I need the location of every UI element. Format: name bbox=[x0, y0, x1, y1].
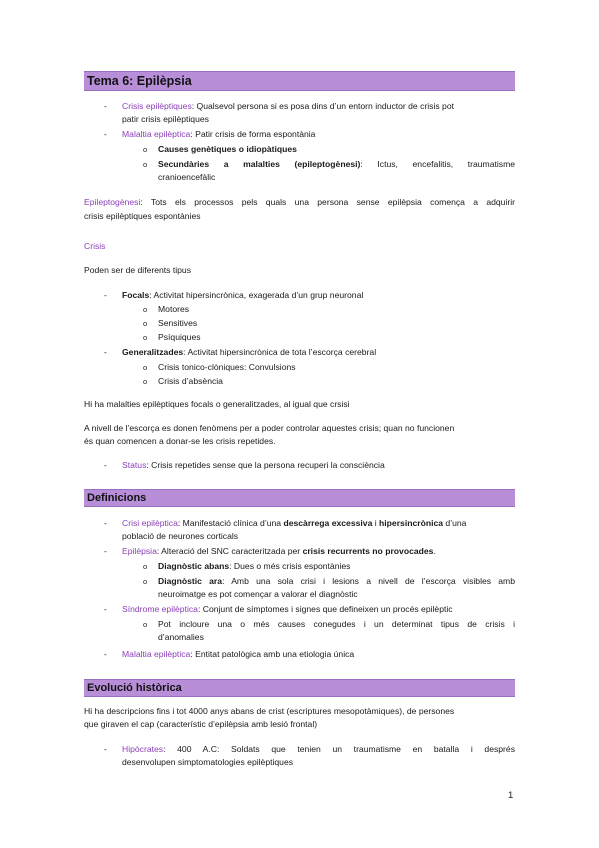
focals-item bbox=[122, 289, 363, 302]
dash-marker: - bbox=[104, 129, 107, 139]
term-emphasis: crisis recurrents no provocades bbox=[302, 546, 434, 556]
generalitzades-subitem: Crisis d’absència bbox=[158, 376, 223, 386]
term-text: : Crisis repetides sense que la persona recuperi la consciència bbox=[146, 460, 385, 470]
bullet-marker: o bbox=[143, 377, 148, 386]
crisi-epileptica-def bbox=[122, 517, 515, 530]
section-heading-text: Evolució històrica bbox=[87, 682, 182, 694]
term-text: : Conjunt de símptomes i signes que defineixen un procés epilèptic bbox=[197, 604, 453, 614]
dash-marker: - bbox=[104, 546, 107, 556]
term-label: Crisis epilèptiques bbox=[122, 101, 192, 111]
definicions-heading bbox=[84, 489, 515, 507]
bullet-marker: o bbox=[143, 577, 148, 586]
crisi-epileptica-cont: població de neurones corticals bbox=[122, 531, 239, 541]
causes-geneticas-item: Causes genètiques o idiopàtiques bbox=[158, 144, 297, 154]
term-text: : Entitat patològica amb una etiologia única bbox=[190, 649, 355, 659]
dash-marker: - bbox=[104, 460, 107, 470]
dash-marker: - bbox=[104, 101, 107, 111]
section-heading-text: Definicions bbox=[87, 492, 147, 504]
term-text: . bbox=[433, 546, 436, 556]
bullet-marker: o bbox=[143, 145, 148, 154]
dash-marker: - bbox=[104, 518, 107, 528]
bullet-marker: o bbox=[143, 562, 148, 571]
crisis-paragraph-2-cont: és quan comencen a donar-se les crisis repetides. bbox=[84, 436, 276, 446]
crisis-heading: Crisis bbox=[84, 241, 106, 251]
diagnostic-ara-item bbox=[158, 575, 515, 588]
page-title bbox=[84, 71, 515, 91]
dash-marker: - bbox=[104, 347, 107, 357]
dash-marker: - bbox=[104, 649, 107, 659]
term-label: Secundàries a malalties (epileptogènesi) bbox=[158, 159, 361, 169]
page-title-text: Tema 6: Epilèpsia bbox=[87, 74, 192, 88]
diagnostic-ara-cont: neuroimatge es pot començar a valorar el diagnòstic bbox=[158, 589, 358, 599]
dash-marker: - bbox=[104, 604, 107, 614]
epileptogenesi-paragraph bbox=[84, 196, 515, 209]
epilepsia-def bbox=[122, 545, 436, 558]
term-label: Hipòcrates bbox=[122, 744, 164, 754]
term-emphasis: descàrrega excessiva bbox=[283, 518, 373, 528]
crisis-paragraph-1: Hi ha malalties epilèptiques focals o generalitzades, al igual que crsisi bbox=[84, 399, 350, 409]
malaltia-epileptica-item bbox=[122, 128, 315, 141]
secundaries-cont: cranioencefàlic bbox=[158, 172, 216, 182]
term-text: : Activitat hipersincrònica de tota l’escorça cerebral bbox=[183, 347, 377, 357]
term-label: Epileptogènesi bbox=[84, 197, 141, 207]
term-emphasis: hipersincrònica bbox=[379, 518, 444, 528]
term-label: Status bbox=[122, 460, 147, 470]
term-text: : Dues o més crisis espontànies bbox=[229, 561, 351, 571]
crisis-epileptiques-item bbox=[122, 100, 515, 113]
bullet-marker: o bbox=[143, 319, 148, 328]
term-label: Diagnòstic abans bbox=[158, 561, 230, 571]
term-label: Crisi epilèptica bbox=[122, 518, 178, 528]
crisis-epileptiques-cont: patir crisis epilèptiques bbox=[122, 114, 209, 124]
hipocrates-item bbox=[122, 743, 515, 756]
term-text: : Activitat hipersincrònica, exagerada d’un grup neuronal bbox=[149, 290, 364, 300]
hipocrates-cont: desenvolupen simptomatologies epilèptiques bbox=[122, 757, 294, 767]
dash-marker: - bbox=[104, 744, 107, 754]
sindrome-epileptica-def bbox=[122, 603, 453, 616]
focals-subitem: Psíquiques bbox=[158, 332, 201, 342]
focals-subitem: Sensitives bbox=[158, 318, 198, 328]
term-text: : Patir crisis de forma espontània bbox=[190, 129, 316, 139]
bullet-marker: o bbox=[143, 620, 148, 629]
crisis-paragraph-2: A nivell de l’escorça es donen fenòmens per a poder controlar aquestes crisis; quan no funcionen bbox=[84, 423, 455, 433]
term-label: Malaltia epilèptica bbox=[122, 129, 191, 139]
term-text: : 400 A.C: Soldats que tenien un traumatisme en batalla i després bbox=[163, 744, 515, 754]
term-label: Focals bbox=[122, 290, 150, 300]
bullet-marker: o bbox=[143, 363, 148, 372]
term-text: : Ictus, encefalitis, traumatisme bbox=[360, 159, 516, 169]
evolucio-paragraph-cont: que giraven el cap (característic d’epilèpsia amb lesió frontal) bbox=[84, 719, 318, 729]
epileptogenesi-cont: crisis epilèptiques espontànies bbox=[84, 211, 201, 221]
term-text: : Amb una sola crisi i lesions a nivell de l’escorça visibles amb bbox=[222, 576, 515, 586]
page-number: 1 bbox=[508, 790, 514, 801]
bullet-marker: o bbox=[143, 305, 148, 314]
focals-subitem: Motores bbox=[158, 304, 190, 314]
term-text: d’una bbox=[443, 518, 467, 528]
term-text: : Alteració del SNC caracteritzada per bbox=[156, 546, 303, 556]
crisis-intro: Poden ser de diferents tipus bbox=[84, 265, 192, 275]
term-label: Malaltia epilèptica bbox=[122, 649, 191, 659]
term-text: i bbox=[372, 518, 380, 528]
dash-marker: - bbox=[104, 290, 107, 300]
sindrome-subitem: Pot incloure una o més causes conegudes i un determinat tipus de crisis i bbox=[158, 619, 515, 629]
term-text: : Manifestació clínica d’una bbox=[177, 518, 284, 528]
malaltia-epileptica-def bbox=[122, 648, 354, 661]
generalitzades-subitem: Crisis tonico-clòniques: Convulsions bbox=[158, 362, 296, 372]
generalitzades-item bbox=[122, 346, 376, 359]
term-label: Síndrome epilèptica bbox=[122, 604, 198, 614]
secundaries-item bbox=[158, 158, 515, 171]
term-text: : Qualsevol persona si es posa dins d’un entorn inductor de crisis pot bbox=[191, 101, 455, 111]
sindrome-subitem-cont: d’anomalies bbox=[158, 632, 204, 642]
evolucio-paragraph: Hi ha descripcions fins i tot 4000 anys abans de crist (escriptures mesopotàmiques), de persones bbox=[84, 706, 455, 716]
status-item bbox=[122, 459, 385, 472]
diagnostic-abans-item bbox=[158, 560, 350, 573]
evolucio-heading bbox=[84, 679, 515, 697]
term-text: : Tots els processos pels quals una persona sense epilèpsia comença a adquirir bbox=[140, 197, 515, 207]
bullet-marker: o bbox=[143, 160, 148, 169]
term-label: Diagnòstic ara bbox=[158, 576, 223, 586]
bullet-marker: o bbox=[143, 333, 148, 342]
term-label: Generalitzades bbox=[122, 347, 184, 357]
term-label: Epilèpsia bbox=[122, 546, 157, 556]
